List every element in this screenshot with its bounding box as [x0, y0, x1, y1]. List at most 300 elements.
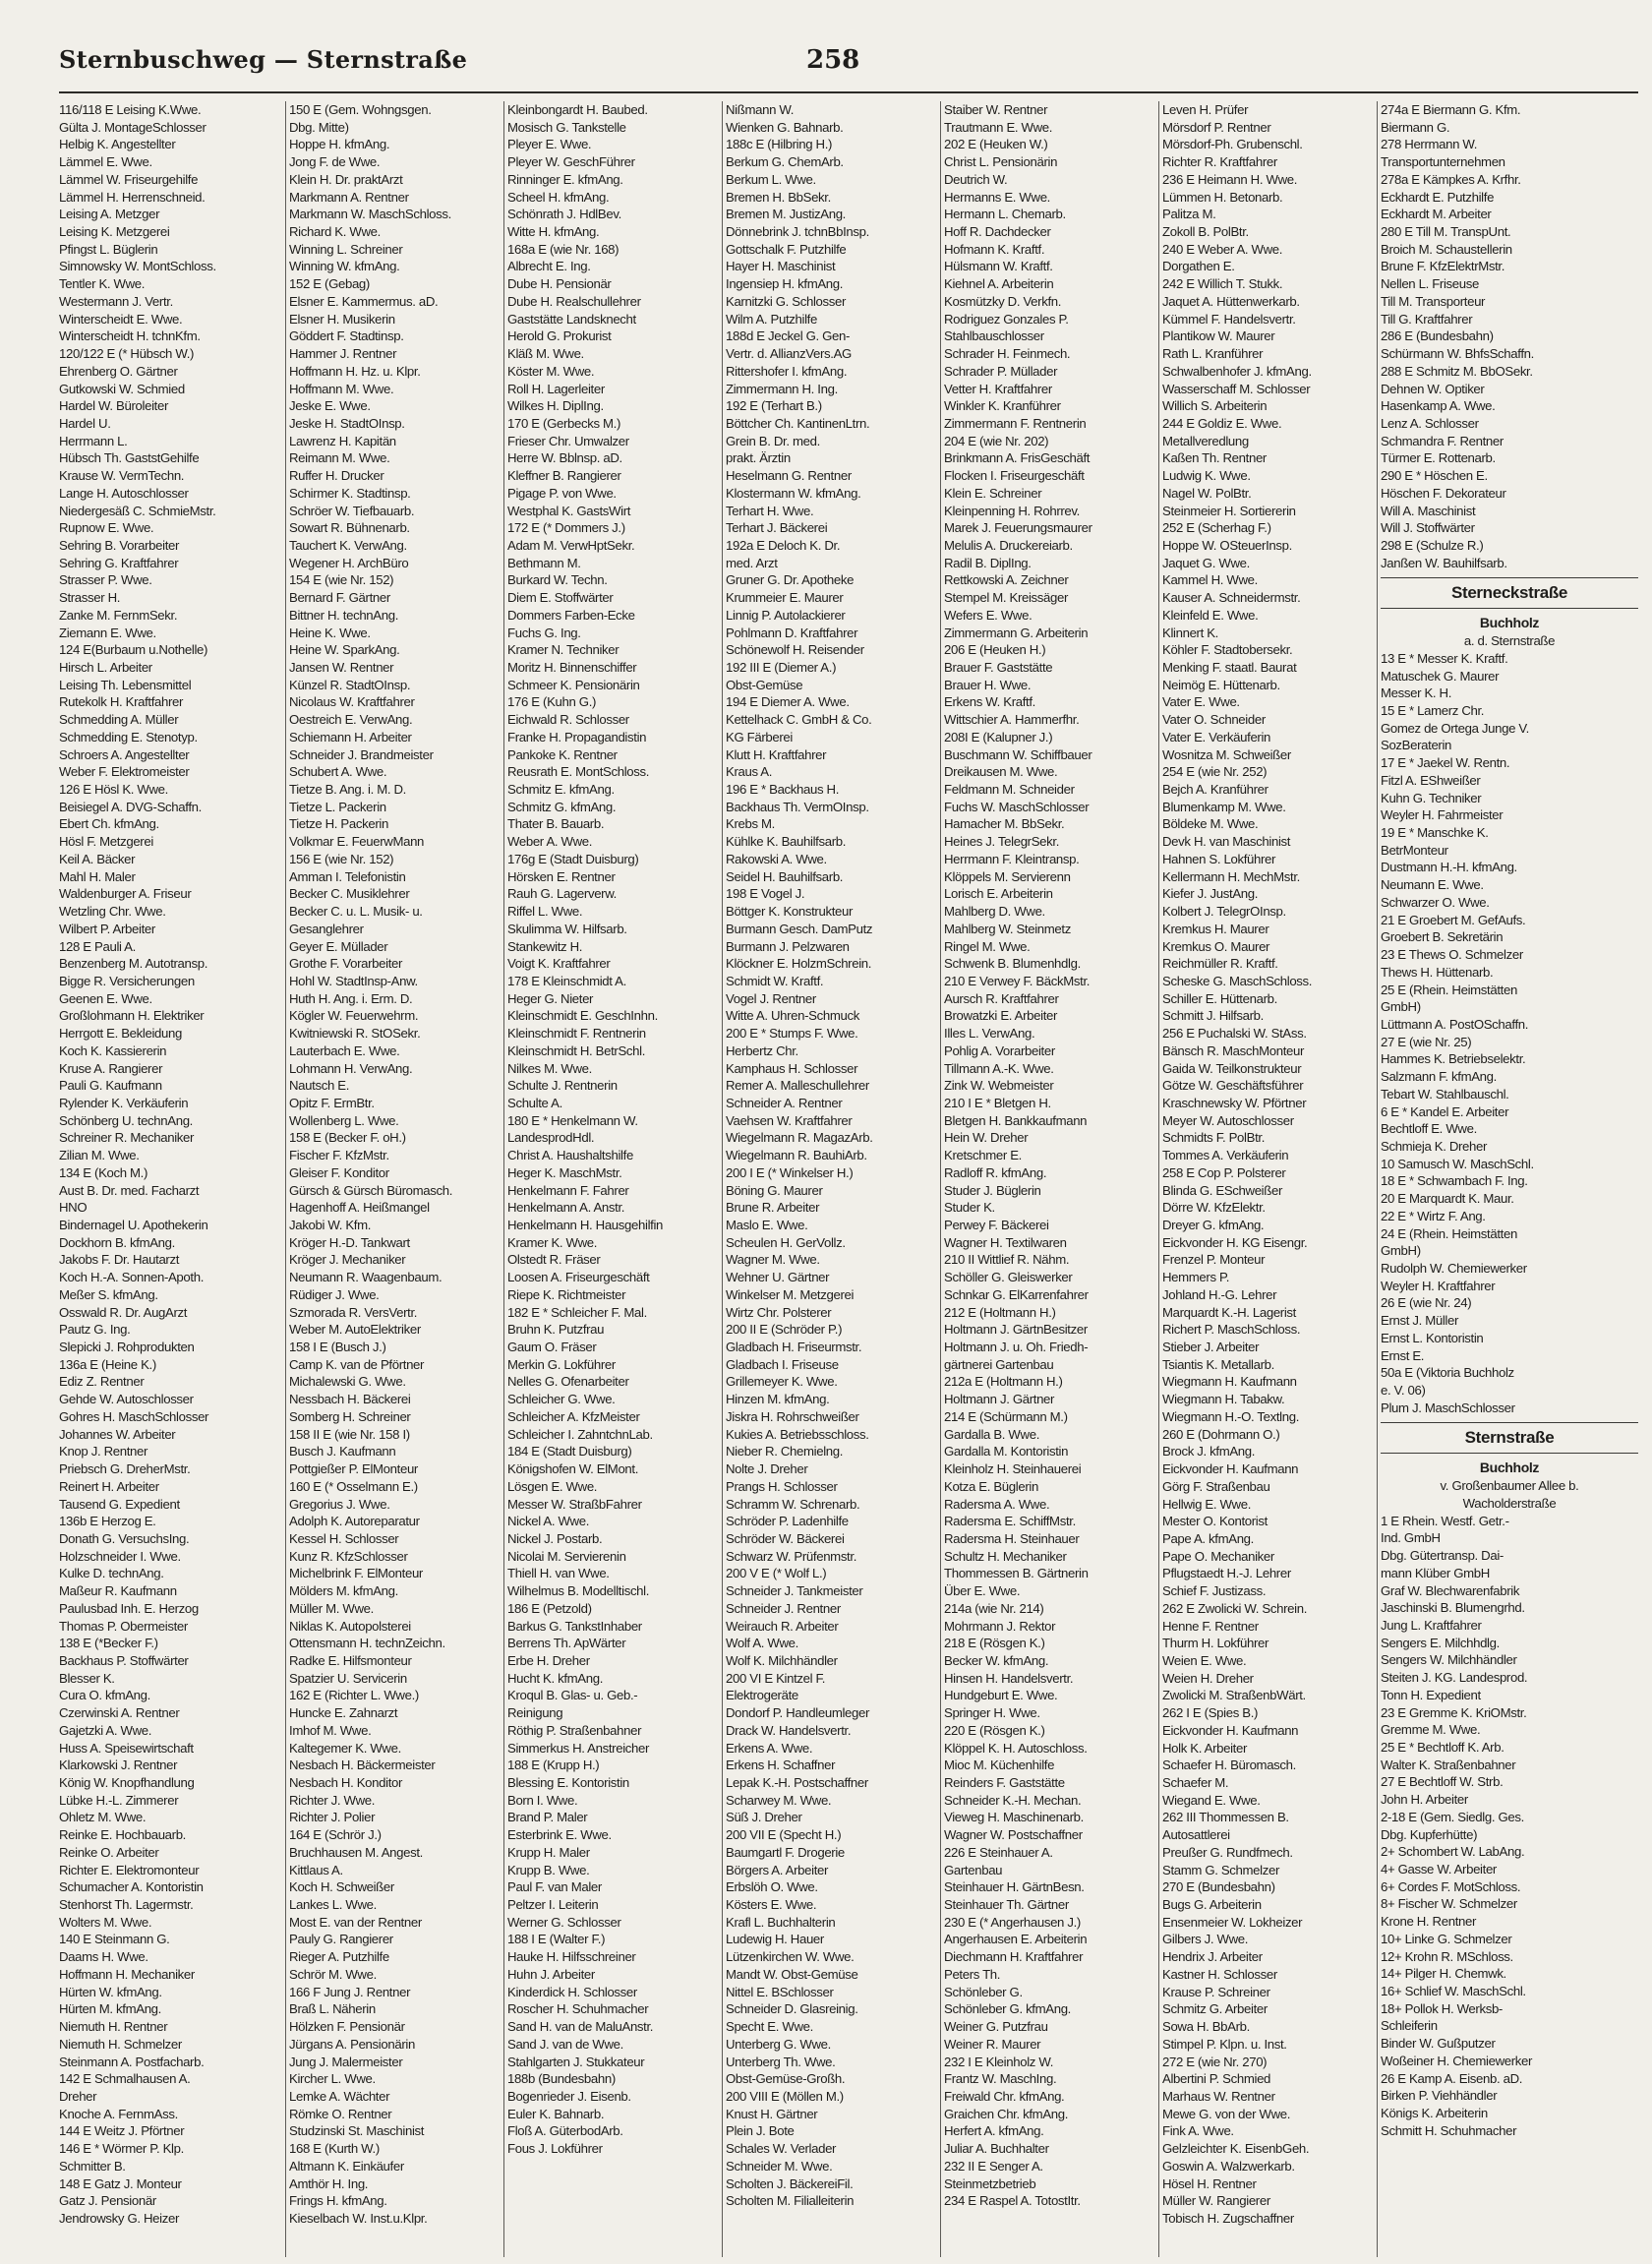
- directory-entry: Mölders M. kfmAng.: [289, 1583, 398, 1599]
- directory-entry: Donath G. VersuchsIng.: [59, 1530, 190, 1546]
- directory-entry: Rylender K. Verkäuferin: [59, 1095, 189, 1110]
- directory-entry: Stamm G. Schmelzer: [1162, 1862, 1280, 1877]
- directory-entry: Brand P. Maler: [507, 1810, 588, 1825]
- directory-entry: Richard K. Wwe.: [289, 224, 381, 240]
- directory-entry: Schirmer K. Stadtinsp.: [289, 485, 411, 501]
- directory-column-3: [503, 101, 718, 2257]
- directory-entry: Kleffner B. Rangierer: [507, 468, 621, 484]
- directory-entry: 156 E (wie Nr. 152): [289, 851, 394, 866]
- directory-entry: 290 E * Höschen E.: [1381, 468, 1488, 484]
- directory-entry: Unterberg G. Wwe.: [726, 2036, 831, 2052]
- directory-entry: Jaquet A. Hüttenwerkarb.: [1162, 293, 1300, 309]
- directory-entry: Strasser P. Wwe.: [59, 572, 152, 588]
- directory-entry: 24 E (Rhein. Heimstätten: [1381, 1225, 1517, 1241]
- directory-entry: 12+ Krohn R. MSchloss.: [1381, 1948, 1513, 1964]
- directory-entry: 27 E (wie Nr. 25): [1381, 1034, 1472, 1049]
- directory-entry: Gilbers J. Wwe.: [1162, 1932, 1249, 1947]
- directory-entry: Adam M. VerwHptSekr.: [507, 537, 635, 553]
- directory-entry: Großlohmann H. Elektriker: [59, 1008, 205, 1024]
- directory-entry: 17 E * Jaekel W. Rentn.: [1381, 755, 1510, 771]
- directory-entry: 158 E (Becker F. oH.): [289, 1130, 406, 1146]
- directory-entry: Schleicher G. Wwe.: [507, 1392, 616, 1407]
- directory-entry: Grothe F. Vorarbeiter: [289, 956, 403, 972]
- directory-entry: Beisiegel A. DVG-Schaffn.: [59, 799, 202, 814]
- directory-entry: Schneider J. Tankmeister: [726, 1583, 863, 1599]
- directory-entry: 18+ Pollok H. Werksb-: [1381, 2000, 1503, 2016]
- directory-entry: Zwolicki M. StraßenbWärt.: [1162, 1688, 1306, 1703]
- directory-entry: Henkelmann F. Fahrer: [507, 1182, 629, 1198]
- directory-entry: Kögler W. Feuerwehrm.: [289, 1008, 419, 1024]
- directory-entry: Schönberg U. technAng.: [59, 1112, 193, 1128]
- directory-entry: Gürsch & Gürsch Büromasch.: [289, 1182, 453, 1198]
- directory-entry: Schmieja K. Dreher: [1381, 1138, 1488, 1154]
- directory-entry: 286 E (Bundesbahn): [1381, 328, 1494, 344]
- directory-entry: Hösel H. Rentner: [1162, 2175, 1257, 2191]
- directory-entry: Burmann J. Pelzwaren: [726, 938, 850, 954]
- directory-entry: Hoffmann H. Mechaniker: [59, 1966, 195, 1982]
- directory-entry: Kircher L. Wwe.: [289, 2071, 376, 2087]
- directory-entry: Jakobs F. Dr. Hautarzt: [59, 1252, 180, 1268]
- directory-entry: Klarkowski J. Rentner: [59, 1758, 178, 1773]
- directory-entry: 6+ Cordes F. MotSchloss.: [1381, 1878, 1521, 1894]
- directory-entry: 278 Herrmann W.: [1381, 137, 1478, 152]
- directory-entry: Fuchs W. MaschSchlosser: [944, 799, 1090, 814]
- directory-entry: Kraus A.: [726, 764, 773, 780]
- directory-entry: Schultz H. Mechaniker: [944, 1548, 1067, 1564]
- directory-entry: Schröer W. Tiefbauarb.: [289, 503, 415, 518]
- directory-entry: König W. Knopfhandlung: [59, 1775, 195, 1790]
- directory-entry: Jung J. Malermeister: [289, 2054, 403, 2069]
- directory-entry: 200 VII E (Specht H.): [726, 1827, 842, 1843]
- directory-entry: Radil B. DiplIng.: [944, 555, 1032, 570]
- directory-entry: 198 E Vogel J.: [726, 886, 805, 902]
- directory-entry: Riffel L. Wwe.: [507, 904, 583, 920]
- directory-entry: Brock J. kfmAng.: [1162, 1444, 1256, 1460]
- directory-entry: Bindernagel U. Apothekerin: [59, 1218, 208, 1232]
- directory-entry: Diem E. Stoffwärter: [507, 590, 614, 606]
- directory-entry: Zimmermann F. Rentnerin: [944, 415, 1087, 431]
- directory-entry: Hauke H. Hilfsschreiner: [507, 1949, 636, 1965]
- directory-entry: Schmedding A. Müller: [59, 712, 179, 728]
- directory-entry: Heger K. MaschMstr.: [507, 1164, 622, 1180]
- directory-entry: Pigage P. von Wwe.: [507, 485, 617, 501]
- street-range-note: Wacholderstraße: [1462, 1495, 1557, 1511]
- directory-entry: Jung L. Kraftfahrer: [1381, 1617, 1482, 1633]
- directory-entry: Klein H. Dr. praktArzt: [289, 171, 403, 187]
- directory-entry: 4+ Gasse W. Arbeiter: [1381, 1862, 1497, 1877]
- directory-entry: mann Klüber GmbH: [1381, 1565, 1490, 1580]
- directory-entry: Lepak K.-H. Postschaffner: [726, 1775, 868, 1790]
- directory-entry: Graichen Chr. kfmAng.: [944, 2106, 1069, 2121]
- directory-entry: Herre W. Bblnsp. aD.: [507, 450, 622, 466]
- directory-entry: Keil A. Bäcker: [59, 851, 136, 866]
- directory-entry: Imhof M. Wwe.: [289, 1722, 372, 1738]
- directory-entry: 168 E (Kurth W.): [289, 2141, 380, 2157]
- directory-entry: Henne F. Rentner: [1162, 1618, 1259, 1634]
- directory-entry: Scheel H. kfmAng.: [507, 189, 610, 205]
- directory-entry: Vater O. Schneider: [1162, 712, 1266, 728]
- directory-entry: gärtnerei Gartenbau: [944, 1356, 1054, 1372]
- directory-entry: Tietze L. Packerin: [289, 799, 386, 814]
- directory-entry: Reinert H. Arbeiter: [59, 1478, 159, 1494]
- directory-entry: Lützenkirchen W. Wwe.: [726, 1949, 855, 1965]
- directory-entry: Hirsch L. Arbeiter: [59, 660, 152, 675]
- directory-entry: Grillemeyer K. Wwe.: [726, 1374, 838, 1390]
- directory-entry: Schmidts F. PolBtr.: [1162, 1130, 1266, 1146]
- district-label: Buchholz: [1479, 1460, 1540, 1476]
- directory-entry: Brinkmann A. FrisGeschäft: [944, 450, 1091, 466]
- directory-entry: Tommes A. Verkäuferin: [1162, 1148, 1289, 1163]
- directory-entry: Lorisch E. Arbeiterin: [944, 886, 1053, 902]
- directory-entry: Kukies A. Betriebsschloss.: [726, 1426, 869, 1442]
- directory-entry: Schmitt H. Schuhmacher: [1381, 2122, 1517, 2138]
- directory-entry: Will J. Stoffwärter: [1381, 520, 1475, 536]
- directory-entry: Hamacher M. BbSekr.: [944, 816, 1065, 832]
- directory-entry: Hundgeburt E. Wwe.: [944, 1688, 1058, 1703]
- directory-entry: Rakowski A. Wwe.: [726, 851, 827, 866]
- directory-entry: Kastner H. Schlosser: [1162, 1966, 1277, 1982]
- directory-entry: Hübsch Th. GaststGehilfe: [59, 450, 200, 466]
- directory-entry: Jansen W. Rentner: [289, 660, 394, 675]
- directory-entry: 288 E Schmitz M. BbOSekr.: [1381, 363, 1533, 379]
- directory-entry: Lämmel W. Friseurgehilfe: [59, 171, 199, 187]
- directory-entry: Pape O. Mechaniker: [1162, 1548, 1274, 1564]
- directory-entry: Kosmützky D. Verkfn.: [944, 293, 1062, 309]
- directory-entry: Weber M. AutoElektriker: [289, 1322, 421, 1338]
- directory-entry: 176g E (Stadt Duisburg): [507, 851, 639, 866]
- directory-entry: Schleicher I. ZahntchnLab.: [507, 1426, 653, 1442]
- directory-entry: Bänsch R. MaschMonteur: [1162, 1043, 1305, 1058]
- directory-entry: Jakobi W. Kfm.: [289, 1218, 372, 1232]
- directory-entry: Matuschek G. Maurer: [1381, 668, 1500, 684]
- directory-entry: Backhaus Th. VermOInsp.: [726, 799, 869, 814]
- directory-entry: Berkum L. Wwe.: [726, 171, 816, 187]
- directory-entry: Rupnow E. Wwe.: [59, 520, 154, 536]
- directory-entry: Böttger K. Konstrukteur: [726, 904, 854, 920]
- directory-entry: Bremen M. JustizAng.: [726, 207, 846, 222]
- directory-entry: Winkelser M. Metzgerei: [726, 1286, 855, 1302]
- directory-entry: 21 E Groebert M. GefAufs.: [1381, 912, 1526, 927]
- directory-entry: Kläß M. Wwe.: [507, 346, 584, 362]
- directory-entry: 23 E Gremme K. KriOMstr.: [1381, 1704, 1527, 1720]
- directory-entry: Linnig P. Autolackierer: [726, 607, 846, 623]
- directory-entry: LandesprodHdl.: [507, 1130, 595, 1146]
- directory-entry: John H. Arbeiter: [1381, 1792, 1468, 1808]
- directory-entry: Koch K. Kassiererin: [59, 1043, 167, 1058]
- directory-entry: Thomas P. Obermeister: [59, 1618, 188, 1634]
- page-number: 258: [806, 45, 860, 75]
- directory-entry: Schubert A. Wwe.: [289, 764, 387, 780]
- directory-entry: Hoffmann M. Wwe.: [289, 381, 394, 396]
- directory-entry: Maßeur R. Kaufmann: [59, 1583, 177, 1599]
- directory-entry: Richter J. Polier: [289, 1810, 376, 1825]
- directory-entry: Kolbert J. TelegrOInsp.: [1162, 904, 1286, 920]
- directory-entry: Gladbach H. Friseurmstr.: [726, 1340, 862, 1355]
- directory-entry: Sowart R. Bühnenarb.: [289, 520, 410, 536]
- directory-entry: Röthig P. Straßenbahner: [507, 1722, 642, 1738]
- directory-entry: Weien E. Wwe.: [1162, 1652, 1247, 1668]
- directory-entry: Schönleber G. kfmAng.: [944, 2001, 1071, 2017]
- directory-entry: 254 E (wie Nr. 252): [1162, 764, 1268, 780]
- directory-entry: Reinke O. Arbeiter: [59, 1844, 159, 1860]
- directory-entry: Heine K. Wwe.: [289, 625, 371, 640]
- directory-entry: Kröger H.-D. Tankwart: [289, 1234, 410, 1250]
- directory-entry: Kuhn G. Techniker: [1381, 790, 1482, 805]
- directory-entry: Kwitniewski R. StOSekr.: [289, 1026, 421, 1042]
- directory-entry: Busch J. Kaufmann: [289, 1444, 396, 1460]
- directory-entry: Mester O. Kontorist: [1162, 1514, 1268, 1529]
- directory-entry: 126 E Hösl K. Wwe.: [59, 782, 168, 798]
- directory-entry: Richter R. Kraftfahrer: [1162, 154, 1277, 170]
- directory-entry: 204 E (wie Nr. 202): [944, 433, 1049, 448]
- directory-entry: Transportunternehmen: [1381, 154, 1505, 170]
- directory-entry: Weber A. Wwe.: [507, 834, 593, 850]
- directory-entry: Erbe H. Dreher: [507, 1652, 590, 1668]
- directory-entry: Brauer H. Wwe.: [944, 677, 1032, 692]
- directory-entry: Schwalbenhofer J. kfmAng.: [1162, 363, 1312, 379]
- directory-entry: Erkens A. Wwe.: [726, 1740, 813, 1756]
- directory-entry: Hoppe W. OSteuerInsp.: [1162, 537, 1292, 553]
- directory-entry: Steinmann A. Postfacharb.: [59, 2054, 205, 2069]
- directory-entry: Messer W. StraßbFahrer: [507, 1496, 642, 1512]
- directory-entry: Springer H. Wwe.: [944, 1705, 1040, 1721]
- directory-column-5: [940, 101, 1154, 2257]
- directory-entry: Tsiantis K. Metallarb.: [1162, 1356, 1274, 1372]
- directory-entry: Schnkar G. ElKarrenfahrer: [944, 1286, 1089, 1302]
- directory-entry: Kammel H. Wwe.: [1162, 572, 1258, 588]
- directory-entry: Sehring G. Kraftfahrer: [59, 555, 179, 570]
- directory-entry: Jeske E. Wwe.: [289, 398, 371, 414]
- directory-entry: Adolph K. Autoreparatur: [289, 1514, 420, 1529]
- directory-entry: Gelzleichter K. EisenbGeh.: [1162, 2141, 1310, 2157]
- directory-entry: Ehrenberg O. Gärtner: [59, 363, 178, 379]
- directory-entry: Weyler H. Kraftfahrer: [1381, 1278, 1496, 1293]
- directory-entry: Pflugstaedt H.-J. Lehrer: [1162, 1566, 1291, 1581]
- directory-entry: Müller W. Rangierer: [1162, 2193, 1270, 2209]
- directory-entry: Till G. Kraftfahrer: [1381, 311, 1473, 327]
- directory-entry: Paulusbad Inh. E. Herzog: [59, 1600, 199, 1616]
- street-heading: Sterneckstraße: [1381, 577, 1638, 609]
- directory-entry: Bruhn K. Putzfrau: [507, 1322, 605, 1338]
- directory-entry: Nilkes M. Wwe.: [507, 1060, 592, 1076]
- district-label: Buchholz: [1479, 615, 1540, 631]
- directory-entry: Richert P. MaschSchloss.: [1162, 1322, 1301, 1338]
- directory-entry: 188b (Bundesbahn): [507, 2071, 616, 2087]
- directory-entry: Strasser H.: [59, 590, 121, 606]
- directory-entry: Rittershofer I. kfmAng.: [726, 363, 848, 379]
- directory-entry: Lohmann H. VerwAng.: [289, 1060, 413, 1076]
- directory-entry: Sengers E. Milchhdlg.: [1381, 1635, 1500, 1650]
- directory-entry: Neumann R. Waagenbaum.: [289, 1270, 442, 1285]
- directory-entry: GmbH): [1381, 999, 1421, 1015]
- directory-entry: Hellwig E. Wwe.: [1162, 1496, 1252, 1512]
- directory-entry: 252 E (Scherhag F.): [1162, 520, 1271, 536]
- directory-entry: Scholten M. Filialleiterin: [726, 2193, 855, 2209]
- directory-entry: Aust B. Dr. med. Facharzt: [59, 1182, 200, 1198]
- directory-entry: Lankes L. Wwe.: [289, 1897, 377, 1913]
- directory-entry: Gruner G. Dr. Apotheke: [726, 572, 855, 588]
- directory-entry: Schröder P. Ladenhilfe: [726, 1514, 849, 1529]
- directory-entry: Leising Th. Lebensmittel: [59, 677, 192, 692]
- directory-entry: Königs K. Arbeiterin: [1381, 2106, 1488, 2121]
- directory-entry: 202 E (Heuken W.): [944, 137, 1048, 152]
- directory-entry: Vaehsen W. Kraftfahrer: [726, 1112, 853, 1128]
- directory-entry: Kamphaus H. Schlosser: [726, 1060, 858, 1076]
- directory-entry: Niklas K. Autopolsterei: [289, 1618, 411, 1634]
- directory-entry: Jaquet G. Wwe.: [1162, 555, 1250, 570]
- directory-entry: Vieweg H. Maschinenarb.: [944, 1810, 1084, 1825]
- directory-entry: Pleyer E. Wwe.: [507, 137, 592, 152]
- directory-entry: Wegener H. ArchBüro: [289, 555, 409, 570]
- directory-entry: Remer A. Malleschullehrer: [726, 1078, 869, 1094]
- directory-entry: Neumann E. Wwe.: [1381, 877, 1484, 893]
- directory-entry: 244 E Goldiz E. Wwe.: [1162, 415, 1282, 431]
- directory-entry: Staiber W. Rentner: [944, 102, 1048, 117]
- directory-entry: Gehde W. Autoschlosser: [59, 1392, 194, 1407]
- directory-entry: Westermann J. Vertr.: [59, 293, 173, 309]
- directory-entry: Holtmann J. GärtnBesitzer: [944, 1322, 1088, 1338]
- directory-entry: Flocken I. Friseurgeschäft: [944, 468, 1085, 484]
- directory-entry: Szmorada R. VersVertr.: [289, 1304, 418, 1320]
- directory-entry: 232 I E Kleinholz W.: [944, 2054, 1054, 2069]
- directory-entry: Blesser K.: [59, 1670, 115, 1686]
- directory-entry: Bremen H. BbSekr.: [726, 189, 831, 205]
- directory-entry: Schrader H. Feinmech.: [944, 346, 1071, 362]
- directory-entry: Schmitz G. Arbeiter: [1162, 2001, 1268, 2017]
- directory-entry: 210 I E * Bletgen H.: [944, 1095, 1051, 1110]
- directory-entry: GmbH): [1381, 1243, 1421, 1259]
- directory-entry: Pautz G. Ing.: [59, 1322, 131, 1338]
- directory-entry: Terhart J. Bäckerei: [726, 520, 828, 536]
- directory-entry: Nickel A. Wwe.: [507, 1514, 590, 1529]
- directory-entry: Lämmel H. Herrenschneid.: [59, 189, 206, 205]
- directory-entry: Kretschmer E.: [944, 1148, 1022, 1163]
- directory-entry: Seidel H. Bauhilfsarb.: [726, 868, 844, 884]
- directory-entry: Börgers A. Arbeiter: [726, 1862, 829, 1877]
- directory-entry: 188d E Jeckel G. Gen-: [726, 328, 851, 344]
- directory-entry: Über E. Wwe.: [944, 1583, 1021, 1599]
- directory-entry: Amman I. Telefonistin: [289, 868, 406, 884]
- directory-entry: Nautsch E.: [289, 1078, 350, 1094]
- directory-entry: 240 E Weber A. Wwe.: [1162, 241, 1283, 257]
- directory-entry: Fink A. Wwe.: [1162, 2123, 1234, 2139]
- directory-entry: Wolf A. Wwe.: [726, 1636, 798, 1651]
- directory-entry: Dommers Farben-Ecke: [507, 607, 635, 623]
- directory-entry: Schneider J. Rentner: [726, 1600, 841, 1616]
- page-header: [59, 45, 1632, 85]
- directory-entry: Niemuth H. Rentner: [59, 2019, 168, 2035]
- directory-entry: 168a E (wie Nr. 168): [507, 241, 620, 257]
- directory-entry: Richter J. Wwe.: [289, 1792, 376, 1808]
- directory-entry: Lawrenz H. Kapitän: [289, 433, 396, 448]
- directory-entry: 212 E (Holtmann H.): [944, 1304, 1056, 1320]
- directory-entry: Wetzling Chr. Wwe.: [59, 904, 166, 920]
- directory-entry: Radersma H. Steinhauer: [944, 1530, 1080, 1546]
- directory-entry: Mohrmann J. Rektor: [944, 1618, 1056, 1634]
- directory-entry: Dustmann H.-H. kfmAng.: [1381, 860, 1517, 875]
- directory-entry: Götze W. Geschäftsführer: [1162, 1078, 1304, 1094]
- directory-entry: Pleyer W. GeschFührer: [507, 154, 635, 170]
- directory-entry: Vater E. Wwe.: [1162, 694, 1240, 710]
- directory-entry: Gleiser F. Konditor: [289, 1164, 389, 1180]
- directory-entry: Lauterbach E. Wwe.: [289, 1043, 400, 1058]
- directory-entry: Born I. Wwe.: [507, 1792, 578, 1808]
- directory-entry: Ruffer H. Drucker: [289, 468, 384, 484]
- directory-entry: Klöckner E. HolzmSchrein.: [726, 956, 872, 972]
- directory-entry: Wagner H. Textilwaren: [944, 1234, 1067, 1250]
- directory-entry: Gartenbau: [944, 1862, 1003, 1877]
- directory-entry: Plein J. Bote: [726, 2123, 795, 2139]
- directory-entry: Czerwinski A. Rentner: [59, 1705, 180, 1721]
- directory-entry: Herrmann F. Kleintransp.: [944, 851, 1080, 866]
- directory-entry: Hendrix J. Arbeiter: [1162, 1949, 1263, 1965]
- running-title: Sternbuschweg — Sternstraße: [59, 45, 468, 74]
- directory-entry: Birken P. Viehhändler: [1381, 2088, 1498, 2104]
- directory-entry: 194 E Diemer A. Wwe.: [726, 694, 850, 710]
- directory-entry: 200 VIII E (Möllen M.): [726, 2088, 844, 2104]
- directory-entry: Obst-Gemüse-Großh.: [726, 2071, 846, 2087]
- directory-entry: Brauer F. Gaststätte: [944, 660, 1053, 675]
- directory-entry: Becker C. u. L. Musik- u.: [289, 904, 423, 920]
- directory-entry: Jong F. de Wwe.: [289, 154, 381, 170]
- directory-entry: Weyler H. Fahrmeister: [1381, 807, 1504, 823]
- directory-entry: Will A. Maschinist: [1381, 503, 1476, 518]
- directory-entry: Lösgen E. Wwe.: [507, 1478, 598, 1494]
- directory-entry: 192 III E (Diemer A.): [726, 660, 837, 675]
- directory-entry: Kettelhack C. GmbH & Co.: [726, 712, 872, 728]
- directory-entry: Winterscheidt E. Wwe.: [59, 311, 183, 327]
- directory-entry: prakt. Ärztin: [726, 450, 791, 466]
- directory-entry: KG Färberei: [726, 729, 793, 745]
- directory-entry: Kulke D. technAng.: [59, 1566, 164, 1581]
- directory-entry: Schwarzer O. Wwe.: [1381, 894, 1490, 910]
- directory-entry: Werner G. Schlosser: [507, 1914, 621, 1930]
- directory-entry: 120/122 E (* Hübsch W.): [59, 346, 195, 362]
- directory-entry: Fuchs G. Ing.: [507, 625, 581, 640]
- directory-entry: 262 III Thommessen B.: [1162, 1810, 1289, 1825]
- directory-entry: Rettkowski A. Zeichner: [944, 572, 1069, 588]
- directory-entry: Pohlig A. Vorarbeiter: [944, 1043, 1055, 1058]
- directory-entry: Huth H. Ang. i. Erm. D.: [289, 990, 413, 1006]
- directory-entry: Ernst L. Kontoristin: [1381, 1330, 1484, 1345]
- directory-entry: Tonn H. Expedient: [1381, 1687, 1481, 1702]
- directory-entry: Studer K.: [944, 1200, 995, 1216]
- directory-entry: Dehnen W. Optiker: [1381, 381, 1485, 396]
- directory-entry: Ringel M. Wwe.: [944, 938, 1031, 954]
- directory-entry: Schmidt W. Kraftf.: [726, 973, 824, 988]
- directory-entry: 166 F Jung J. Rentner: [289, 1984, 411, 1999]
- directory-entry: Leven H. Prüfer: [1162, 102, 1249, 117]
- directory-entry: Spatzier U. Servicerin: [289, 1670, 407, 1686]
- directory-entry: Herbertz Chr.: [726, 1043, 798, 1058]
- directory-entry: Nesbach H. Bäckermeister: [289, 1758, 436, 1773]
- directory-entry: Zimmermann H. Ing.: [726, 381, 838, 396]
- directory-entry: 242 E Willich T. Stukk.: [1162, 276, 1283, 292]
- directory-entry: Peters Th.: [944, 1966, 1001, 1982]
- directory-entry: Camp K. van de Pförtner: [289, 1356, 425, 1372]
- directory-entry: Jendrowsky G. Heizer: [59, 2210, 179, 2226]
- directory-entry: Zimmermann G. Arbeiterin: [944, 625, 1089, 640]
- directory-entry: 210 II Wittlief R. Nähm.: [944, 1252, 1070, 1268]
- directory-entry: Hoffmann H. Hz. u. Klpr.: [289, 363, 421, 379]
- directory-entry: 160 E (* Osselmann E.): [289, 1478, 418, 1494]
- directory-entry: Krone H. Rentner: [1381, 1914, 1477, 1930]
- directory-entry: Westphal K. GastsWirt: [507, 503, 631, 518]
- directory-entry: Wilbert P. Arbeiter: [59, 921, 155, 936]
- directory-entry: Stahlbauschlosser: [944, 328, 1044, 344]
- directory-entry: Schmitter B.: [59, 2158, 126, 2174]
- directory-entry: Römke O. Rentner: [289, 2106, 392, 2121]
